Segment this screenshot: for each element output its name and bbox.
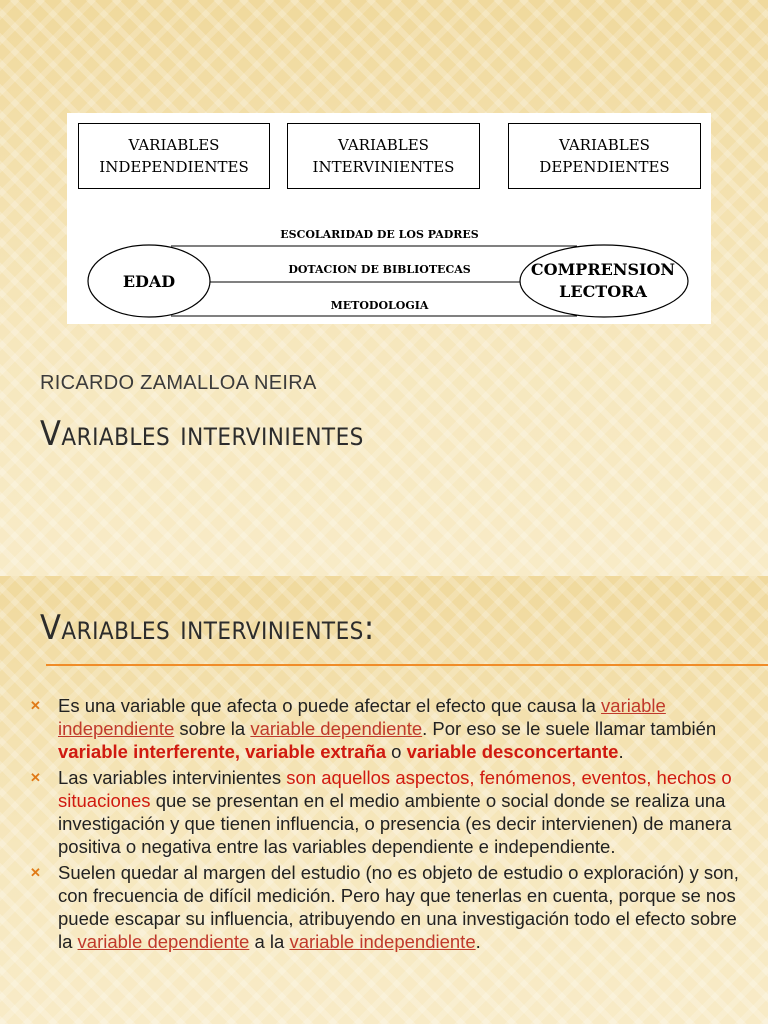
- box-line-2: DEPENDIENTES: [539, 158, 670, 176]
- slide-2-title: Variables intervinientes:: [40, 608, 375, 648]
- ellipse-line-2: LECTORA: [559, 282, 647, 301]
- list-item: [30, 861, 750, 953]
- ellipse-comprension-label: [520, 259, 686, 303]
- text: o: [386, 741, 407, 762]
- box-variables-independientes: [78, 123, 270, 189]
- slide-1-title: Variables intervinientes: [40, 414, 364, 454]
- highlight-term: variable interferente: [58, 741, 235, 762]
- text: . Por eso se le suele llamar también: [422, 718, 717, 739]
- box-variables-intervinientes: [287, 123, 480, 189]
- link-variable-dependiente[interactable]: variable dependiente: [77, 931, 250, 952]
- x-bullet-icon: ✕: [30, 865, 41, 880]
- author-name: RICARDO ZAMALLOA NEIRA: [40, 372, 317, 394]
- link-variable-independiente[interactable]: variable independiente: [58, 695, 666, 739]
- text: Es una variable que afecta o puede afectar el efecto que causa la: [58, 695, 602, 716]
- box-variables-dependientes: [508, 123, 701, 189]
- text: .: [618, 741, 624, 762]
- text: Las variables intervinientes: [58, 767, 287, 788]
- slide-2: [0, 576, 768, 1024]
- x-bullet-icon: ✕: [30, 770, 41, 785]
- list-item: [30, 694, 750, 763]
- link-variable-dependiente[interactable]: variable dependiente: [250, 718, 423, 739]
- text: ,: [234, 741, 246, 762]
- highlight-term: variable extraña: [245, 741, 387, 762]
- text: que se presentan en el medio ambiente o social donde se realiza una investigación y que tienen influencia, o presencia (es decir intervienen) de manera positiva o negativa entre las variables dependiente e independiente.: [58, 790, 732, 857]
- box-line-2: INTERVINIENTES: [312, 158, 455, 176]
- ellipse-edad-label: EDAD: [122, 272, 176, 291]
- box-line-2: INDEPENDIENTES: [99, 158, 249, 176]
- text: a la: [249, 931, 290, 952]
- label-metodologia: METODOLOGIA: [330, 299, 429, 312]
- bullet-list: [30, 694, 750, 956]
- text: Suelen quedar al margen del estudio (no es objeto de estudio o exploración) y son, con frecuencia de difícil medición. Pero hay que tenerlas en cuenta, porque se nos puede escapar su influencia, atribuyendo en una investigación todo el efecto sobre la: [58, 862, 739, 952]
- ellipse-line-1: COMPRENSION: [530, 260, 676, 279]
- link-variable-independiente[interactable]: variable independiente: [289, 931, 476, 952]
- label-dotacion: DOTACION DE BIBLIOTECAS: [288, 263, 471, 276]
- highlight-phrase: son aquellos aspectos, fenómenos, eventos, hechos o situaciones: [58, 767, 732, 811]
- box-line-1: VARIABLES: [128, 136, 220, 154]
- label-escolaridad: ESCOLARIDAD DE LOS PADRES: [280, 228, 479, 241]
- text: .: [475, 931, 481, 952]
- text: sobre la: [174, 718, 251, 739]
- variables-diagram: [67, 113, 711, 324]
- x-bullet-icon: ✕: [30, 698, 41, 713]
- list-item: [30, 766, 750, 858]
- title-underline: [46, 664, 768, 666]
- box-line-1: VARIABLES: [338, 136, 429, 154]
- highlight-term: variable desconcertante: [406, 741, 619, 762]
- box-line-1: VARIABLES: [559, 136, 650, 154]
